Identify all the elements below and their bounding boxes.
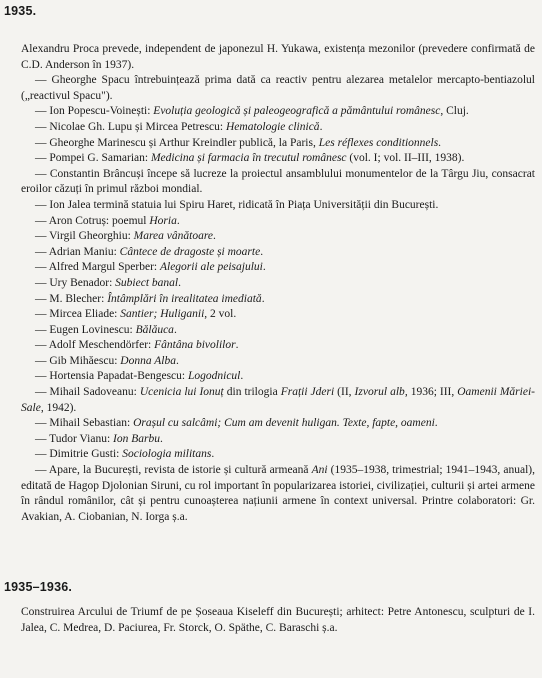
- entry-title: Marea vânătoare: [133, 230, 213, 243]
- entry-text: — Dimitrie Gusti:: [35, 448, 123, 461]
- entry-text: .: [235, 339, 239, 352]
- entry-text: — Apare, la București, revista de istorie și cultură armeană: [35, 464, 312, 477]
- entry-text: — Eugen Lovinescu:: [35, 323, 136, 336]
- entry-text: — Alfred Margul Sperber:: [35, 261, 160, 274]
- entry-4: [21, 136, 535, 152]
- entry-9: [21, 229, 535, 245]
- entry-title: Întâmplări în irealitatea imediată: [107, 292, 262, 305]
- entry-11: [21, 260, 535, 276]
- entry-text: , 2 vol.: [204, 308, 237, 321]
- entry-text: — M. Blecher:: [35, 292, 108, 305]
- entry-text: (vol. I; vol. II–III, 1938).: [346, 152, 465, 165]
- entry-7: [21, 198, 535, 214]
- entry-title: Subiect banal: [115, 276, 179, 289]
- entry-text: — Hortensia Papadat-Bengescu:: [35, 370, 188, 383]
- entry-2: [21, 104, 535, 120]
- entry-text: .: [319, 120, 323, 133]
- entry-text: .: [261, 292, 265, 305]
- entry-text: .: [262, 261, 266, 274]
- entry-text: .: [434, 417, 438, 430]
- entry-text: — Gheorghe Marinescu și Arthur Kreindler publică, la Paris,: [35, 136, 319, 149]
- entry-title: Medicina și farmacia în trecutul românesc: [150, 152, 347, 165]
- entry-text: — Pompei G. Samarian:: [35, 152, 151, 165]
- entry-19: [21, 385, 535, 416]
- entry-text: — Virgil Gheorghiu:: [35, 230, 134, 243]
- entry-text: .: [260, 245, 264, 258]
- entry-text: (1935–1938, trimestrial; 1941–1943, anual), editată de Hagop Djolonian Siruni, cu rol important în popularizarea istoriei, civilizației, culturii și artei armene în rândul românilor, cât și pentru cunoașterea națiunii armene în context universal. Printre colaboratori: Gr. Avakian, A. Ciobanian, N. Iorga ș.a.: [21, 464, 535, 523]
- entry-16: [21, 338, 535, 354]
- entry-18: [21, 369, 535, 385]
- entry-text: .: [178, 276, 181, 289]
- entry-text: — Aron Cotruș: poemul: [35, 214, 150, 227]
- entry-text: .: [173, 323, 177, 336]
- entry-title: Izvorul alb: [354, 386, 405, 399]
- entry-12: [21, 276, 535, 292]
- entry-title: Cântece de dragoste și moarte: [119, 245, 261, 258]
- entry-title: Les réflexes conditionnels: [318, 136, 439, 149]
- entry-1: [21, 73, 535, 104]
- entry-title: Sociologia militans: [122, 448, 212, 461]
- entry-text: — Tudor Vianu:: [35, 432, 114, 445]
- entry-text: — Nicolae Gh. Lupu și Mircea Petrescu:: [35, 120, 226, 133]
- entry-title: Ucenicia lui Ionuț: [139, 386, 224, 399]
- entry-text: — Ion Jalea termină statuia lui Spiru Haret, ridicată în Piața Universității din București.: [35, 198, 439, 211]
- entry-text: .: [176, 214, 180, 227]
- entry-text: .: [240, 370, 244, 383]
- entry-text: .: [175, 354, 179, 367]
- entry-text: — Mihail Sadoveanu:: [35, 386, 140, 399]
- entries-1935: [21, 42, 535, 525]
- entry-title: Alegorii ale peisajului: [159, 261, 263, 274]
- entry-title: Oamenii Măriei-Sale: [21, 386, 535, 414]
- entry-text: .: [211, 448, 215, 461]
- entry-text: , Cluj.: [440, 105, 469, 118]
- entry-15: [21, 323, 535, 339]
- entry-text: , 1936; III,: [404, 386, 458, 399]
- entry-text: (II,: [334, 386, 355, 399]
- entry-title: Donna Alba: [120, 354, 176, 367]
- entry-text: .: [438, 136, 442, 149]
- entry-text: — Ion Popescu-Voinești:: [35, 105, 154, 118]
- entry-13: [21, 292, 535, 308]
- entry-text: — Adrian Maniu:: [35, 245, 120, 258]
- entry-17: [21, 354, 535, 370]
- year-heading-1935: 1935.: [4, 4, 37, 18]
- entry-title: Horia: [149, 214, 177, 227]
- entry-22: [21, 447, 535, 463]
- entry-10: [21, 245, 535, 261]
- entry-text: — Constantin Brâncuși începe să lucreze la proiectul ansamblului monumentelor de la Târgu Jiu, consacrat eroilor căzuți în primul război mondial.: [21, 167, 535, 196]
- entry-23: [21, 463, 535, 525]
- entries-1935-1936: [21, 604, 535, 636]
- entry-20: [21, 416, 535, 432]
- entry-text: — Mihail Sebastian:: [35, 417, 134, 430]
- entry-0: [21, 42, 535, 73]
- entry-title: Fântâna bivolilor: [154, 339, 236, 352]
- entry-text: — Ury Benador:: [35, 276, 116, 289]
- entry-text: Alexandru Proca prevede, independent de japonezul H. Yukawa, existența mezonilor (prevedere confirmată de C.D. Anderson în 1937).: [21, 43, 535, 71]
- entry-text: , 1942).: [40, 401, 77, 414]
- year-heading-1935-1936: 1935–1936.: [4, 580, 73, 594]
- entry-title: Frații Jderi: [280, 386, 335, 399]
- entry-text: .: [212, 230, 216, 243]
- entry-text: .: [160, 432, 163, 445]
- entry-3: [21, 120, 535, 136]
- entry-title: Bălăuca: [135, 323, 174, 336]
- entry-title: Ion Barbu: [113, 432, 160, 445]
- entry-6: [21, 167, 535, 198]
- entry-title: Hematologie clinică: [225, 120, 320, 133]
- entry-text: — Mircea Eliade:: [35, 308, 121, 321]
- entry-text: — Gib Mihăescu:: [35, 354, 121, 367]
- entry-title: Orașul cu salcâmi; Cum am devenit huligan. Texte, fapte, oameni: [133, 417, 435, 430]
- entry-14: [21, 307, 535, 323]
- entry-arc-de-triumf: Construirea Arcului de Triumf de pe Șoseaua Kiseleff din București; arhitect: Petre Antonescu, sculpturi de I. Jalea, C. Medrea, D. Paciurea, Fr. Storck, O. Späthe, C. Baraschi ș.a.: [21, 606, 535, 634]
- entry-title: Logodnicul: [187, 370, 241, 383]
- entry-21: [21, 432, 535, 448]
- entry-text: — Gheorghe Spacu întrebuințează prima dată ca reactiv pentru alezarea metalelor mercapto-bentiazolul („reactivul Spacu").: [21, 74, 535, 102]
- entry-text: din trilogia: [223, 386, 281, 399]
- entry-5: [21, 151, 535, 167]
- entry-8: [21, 214, 535, 230]
- entry-title: Ani: [311, 464, 328, 477]
- entry-title: Santier; Huliganii: [120, 308, 205, 321]
- entry-text: — Adolf Meschendörfer:: [35, 339, 155, 352]
- entry-title: Evoluția geologică și paleogeografică a pământului românesc: [153, 105, 441, 118]
